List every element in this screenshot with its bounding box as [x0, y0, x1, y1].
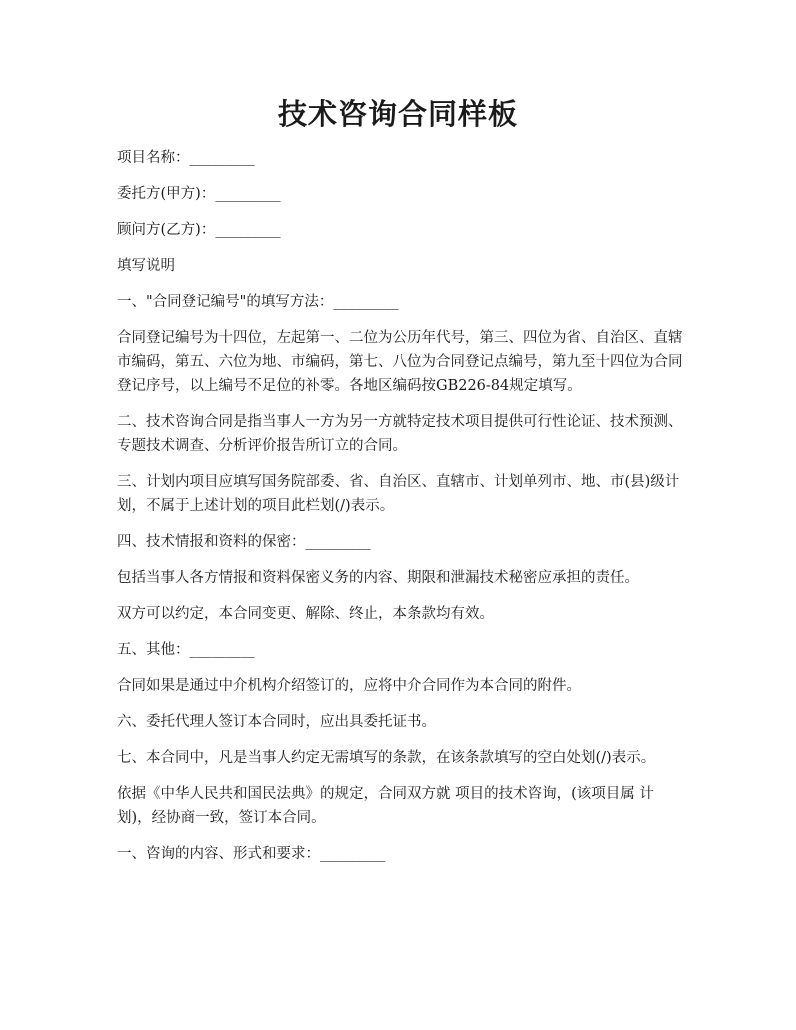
document-title: 技术咨询合同样板 — [277, 97, 518, 131]
instruction-item-4: 四、技术情报和资料的保密：_________ — [117, 534, 371, 550]
instruction-item-7: 七、本合同中，凡是当事人约定无需填写的条款，在该条款填写的空白处划(/)表示。 — [117, 750, 656, 766]
instruction-item-5: 五、其他：_________ — [117, 642, 255, 658]
field-project-name: 项目名称：_________ — [117, 150, 255, 166]
instruction-item-1: 一、"合同登记编号"的填写方法：_________ — [117, 294, 399, 310]
instruction-item-2: 二、技术咨询合同是指当事人一方为另一方就特定技术项目提供可行性论证、技术预测、专题技术调查、分析评价报告所订立的合同。 — [117, 414, 683, 454]
field-consultant-party-b: 顾问方(乙方)：_________ — [117, 222, 281, 238]
instruction-item-6: 六、委托代理人签订本合同时，应出具委托证书。 — [117, 714, 436, 730]
field-client-party-a: 委托方(甲方)：_________ — [117, 186, 281, 202]
instruction-paragraph-validity: 双方可以约定，本合同变更、解除、终止，本条款均有效。 — [117, 606, 494, 622]
contract-preamble: 依据《中华人民共和国民法典》的规定，合同双方就 项目的技术咨询，(该项目属 计划)，经协商一致，签订本合同。 — [117, 786, 654, 826]
contract-clause-1: 一、咨询的内容、形式和要求：_________ — [117, 846, 386, 862]
instruction-item-3: 三、计划内项目应填写国务院部委、省、自治区、直辖市、计划单列市、地、市(县)级计划，不属于上述计划的项目此栏划(/)表示。 — [117, 474, 680, 514]
instruction-paragraph-registration-number: 合同登记编号为十四位，左起第一、二位为公历年代号，第三、四位为省、自治区、直辖市编码，第五、六位为地、市编码，第七、八位为合同登记点编号，第九至十四位为合同登记序号，以上编号不足位的补零。各地区编码按GB226-84规定填写。 — [117, 330, 683, 394]
instruction-paragraph-intermediary: 合同如果是通过中介机构介绍签订的，应将中介合同作为本合同的附件。 — [117, 678, 581, 694]
section-heading-instructions: 填写说明 — [117, 258, 175, 274]
document-body — [117, 146, 683, 878]
instruction-paragraph-confidentiality: 包括当事人各方情报和资料保密义务的内容、期限和泄漏技术秘密应承担的责任。 — [117, 570, 639, 586]
